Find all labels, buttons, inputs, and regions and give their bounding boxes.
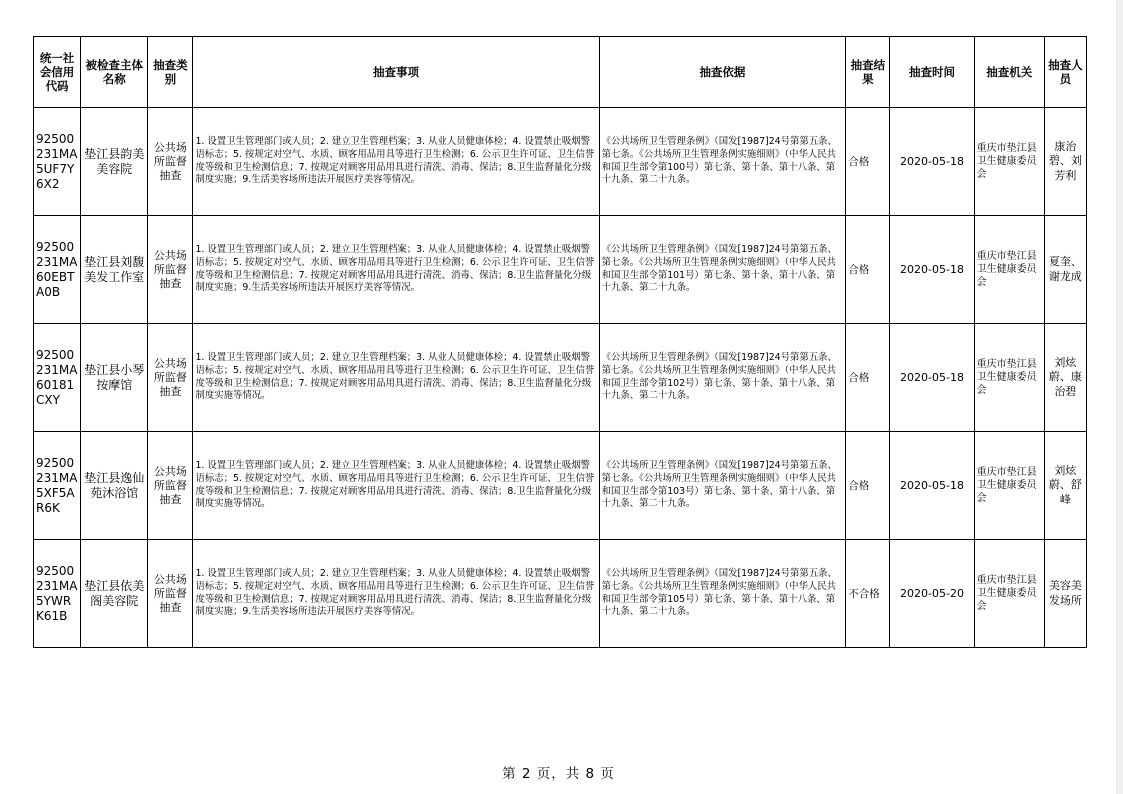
cell-credit-code: 92500231MA5YWRK61B <box>34 540 81 648</box>
header-inspector: 抽查人员 <box>1044 37 1086 108</box>
header-type: 抽查类别 <box>148 37 193 108</box>
inspection-results-table <box>33 36 1087 648</box>
cell-check-basis: 《公共场所卫生管理条例》（国发[1987]24号第第五条、第七条。《公共场所卫生管理条例实施细则》（中华人民共和国卫生部令第102号）第七条、第十条、第十八条、第十九条、第二十九条。 <box>599 324 846 432</box>
cell-entity-name: 垫江县依美阁美容院 <box>81 540 148 648</box>
cell-check-items: 1. 设置卫生管理部门或人员；2. 建立卫生管理档案；3. 从业人员健康体检；4. 设置禁止吸烟警语标志；5. 按规定对空气、水质、顾客用品用具等进行卫生检测；6. 公示卫生许可证、卫生信誉度等级和卫生检测信息；7. 按规定对顾客用品用具进行清洗、消毒、保洁；8.卫生监督量化分级制度实施；9.生活美容场所违法开展医疗美容等情况。 <box>193 216 599 324</box>
cell-credit-code: 92500231MA60EBTA0B <box>34 216 81 324</box>
cell-check-date: 2020-05-18 <box>890 108 974 216</box>
table-header-row <box>34 37 1087 108</box>
cell-check-basis: 《公共场所卫生管理条例》（国发[1987]24号第第五条、第七条。《公共场所卫生管理条例实施细则》（中华人民共和国卫生部令第105号）第七条、第十条、第十八条、第十九条、第二十九条。 <box>599 540 846 648</box>
table-row <box>34 540 1087 648</box>
cell-inspectors: 夏奎、谢龙成 <box>1044 216 1086 324</box>
cell-entity-name: 垫江县逸仙苑沐浴馆 <box>81 432 148 540</box>
cell-entity-name: 垫江县韵美美容院 <box>81 108 148 216</box>
header-code: 统一社会信用代码 <box>34 37 81 108</box>
cell-check-result: 合格 <box>846 216 890 324</box>
header-agency: 抽查机关 <box>974 37 1044 108</box>
table-row <box>34 216 1087 324</box>
table-row <box>34 432 1087 540</box>
header-name: 被检查主体名称 <box>81 37 148 108</box>
header-date: 抽查时间 <box>890 37 974 108</box>
cell-check-agency: 重庆市垫江县卫生健康委员会 <box>974 108 1044 216</box>
cell-check-result: 不合格 <box>846 540 890 648</box>
cell-check-agency: 重庆市垫江县卫生健康委员会 <box>974 432 1044 540</box>
cell-check-type: 公共场所监督抽查 <box>148 108 193 216</box>
cell-inspectors: 康治碧、刘芳利 <box>1044 108 1086 216</box>
cell-inspectors: 美容美发场所 <box>1044 540 1086 648</box>
cell-check-type: 公共场所监督抽查 <box>148 216 193 324</box>
cell-inspectors: 刘炫蔚、舒峰 <box>1044 432 1086 540</box>
cell-check-basis: 《公共场所卫生管理条例》（国发[1987]24号第第五条、第七条。《公共场所卫生管理条例实施细则》（中华人民共和国卫生部令第100号）第七条、第十条、第十八条、第十九条、第二十九条。 <box>599 108 846 216</box>
cell-check-type: 公共场所监督抽查 <box>148 540 193 648</box>
cell-entity-name: 垫江县小琴按摩馆 <box>81 324 148 432</box>
cell-check-items: 1. 设置卫生管理部门或人员；2. 建立卫生管理档案；3. 从业人员健康体检；4. 设置禁止吸烟警语标志；5. 按规定对空气、水质、顾客用品用具等进行卫生检测；6. 公示卫生许可证、卫生信誉度等级和卫生检测信息；7. 按规定对顾客用品用具进行清洗、消毒、保洁；8.卫生监督量化分级制度实施；9.生活美容场所违法开展医疗美容等情况。 <box>193 108 599 216</box>
cell-check-date: 2020-05-18 <box>890 216 974 324</box>
cell-check-agency: 重庆市垫江县卫生健康委员会 <box>974 540 1044 648</box>
cell-check-items: 1. 设置卫生管理部门或人员；2. 建立卫生管理档案；3. 从业人员健康体检；4. 设置禁止吸烟警语标志；5. 按规定对空气、水质、顾客用品用具等进行卫生检测；6. 公示卫生许可证、卫生信誉度等级和卫生检测信息；7. 按规定对顾客用品用具进行清洗、消毒、保洁；8.卫生监督量化分级制度实施；9.生活美容场所违法开展医疗美容等情况。 <box>193 540 599 648</box>
page-number-footer: 第 2 页，共 8 页 <box>502 766 615 782</box>
cell-credit-code: 92500231MA5XF5AR6K <box>34 432 81 540</box>
cell-inspectors: 刘炫蔚、康治碧 <box>1044 324 1086 432</box>
cell-check-agency: 重庆市垫江县卫生健康委员会 <box>974 216 1044 324</box>
cell-check-date: 2020-05-20 <box>890 540 974 648</box>
header-result: 抽查结果 <box>846 37 890 108</box>
cell-check-result: 合格 <box>846 432 890 540</box>
cell-check-type: 公共场所监督抽查 <box>148 432 193 540</box>
header-basis: 抽查依据 <box>599 37 846 108</box>
cell-check-type: 公共场所监督抽查 <box>148 324 193 432</box>
cell-check-agency: 重庆市垫江县卫生健康委员会 <box>974 324 1044 432</box>
header-items: 抽查事项 <box>193 37 599 108</box>
cell-check-result: 合格 <box>846 108 890 216</box>
cell-check-basis: 《公共场所卫生管理条例》（国发[1987]24号第第五条、第七条。《公共场所卫生管理条例实施细则》（中华人民共和国卫生部令第101号）第七条、第十条、第十八条、第十九条、第二十九条。 <box>599 216 846 324</box>
cell-credit-code: 92500231MA60181CXY <box>34 324 81 432</box>
cell-check-items: 1. 设置卫生管理部门或人员；2. 建立卫生管理档案；3. 从业人员健康体检；4. 设置禁止吸烟警语标志；5. 按规定对空气、水质、顾客用品用具等进行卫生检测；6. 公示卫生许可证、卫生信誉度等级和卫生检测信息；7. 按规定对顾客用品用具进行清洗、消毒、保洁；8.卫生监督量化分级制度实施等情况。 <box>193 432 599 540</box>
cell-entity-name: 垫江县刘馥美发工作室 <box>81 216 148 324</box>
cell-check-date: 2020-05-18 <box>890 432 974 540</box>
table-row <box>34 324 1087 432</box>
cell-check-items: 1. 设置卫生管理部门或人员；2. 建立卫生管理档案；3. 从业人员健康体检；4. 设置禁止吸烟警语标志；5. 按规定对空气、水质、顾客用品用具等进行卫生检测；6. 公示卫生许可证、卫生信誉度等级和卫生检测信息；7. 按规定对顾客用品用具进行清洗、消毒、保洁；8.卫生监督量化分级制度实施等情况。 <box>193 324 599 432</box>
cell-check-basis: 《公共场所卫生管理条例》（国发[1987]24号第第五条、第七条。《公共场所卫生管理条例实施细则》（中华人民共和国卫生部令第103号）第七条、第十条、第十八条、第十九条、第二十九条。 <box>599 432 846 540</box>
cell-credit-code: 92500231MA5UF7Y6X2 <box>34 108 81 216</box>
table-row <box>34 108 1087 216</box>
cell-check-result: 合格 <box>846 324 890 432</box>
cell-check-date: 2020-05-18 <box>890 324 974 432</box>
vertical-scrollbar[interactable] <box>1116 0 1123 794</box>
